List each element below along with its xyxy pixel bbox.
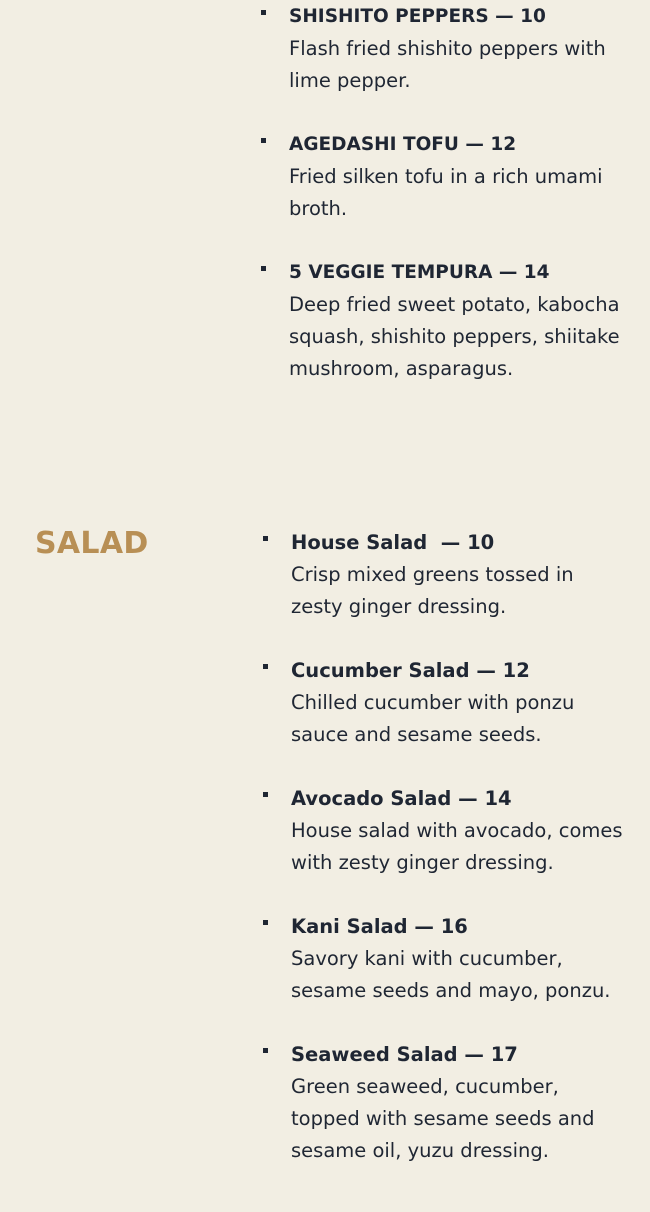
salad-list xyxy=(291,527,631,1199)
bullet-icon xyxy=(261,10,266,15)
menu-item-seaweed-salad xyxy=(291,1039,631,1167)
menu-item-shishito-peppers xyxy=(289,1,629,97)
menu-item-description: Chilled cucumber with ponzu sauce and sesame seeds. xyxy=(291,691,575,746)
menu-item-description: House salad with avocado, comes with zesty ginger dressing. xyxy=(291,819,623,874)
menu-item-description: Savory kani with cucumber, sesame seeds and mayo, ponzu. xyxy=(291,947,611,1002)
menu-item-house-salad xyxy=(291,527,631,623)
section-heading-salad: SALAD xyxy=(35,526,149,561)
bullet-icon xyxy=(261,266,266,271)
menu-item-cucumber-salad xyxy=(291,655,631,751)
menu-item-title: Cucumber Salad — 12 xyxy=(291,659,530,682)
appetizers-list xyxy=(289,1,629,417)
bullet-icon xyxy=(263,792,268,797)
bullet-icon xyxy=(263,664,268,669)
bullet-icon xyxy=(263,920,268,925)
bullet-icon xyxy=(263,536,268,541)
menu-item-title: House Salad — 10 xyxy=(291,531,495,554)
menu-item-description: Green seaweed, cucumber, topped with sesame seeds and sesame oil, yuzu dressing. xyxy=(291,1075,595,1162)
menu-item-kani-salad xyxy=(291,911,631,1007)
menu-item-title: Avocado Salad — 14 xyxy=(291,787,512,810)
menu-item-title: Kani Salad — 16 xyxy=(291,915,468,938)
menu-item-description: Crisp mixed greens tossed in zesty ginger dressing. xyxy=(291,563,574,618)
menu-item-title: SHISHITO PEPPERS — 10 xyxy=(289,6,546,27)
menu-item-title: AGEDASHI TOFU — 12 xyxy=(289,134,517,155)
menu-item-description: Fried silken tofu in a rich umami broth. xyxy=(289,165,603,220)
menu-item-agedashi-tofu xyxy=(289,129,629,225)
menu-item-veggie-tempura xyxy=(289,257,629,385)
bullet-icon xyxy=(261,138,266,143)
menu-item-description: Flash fried shishito peppers with lime pepper. xyxy=(289,37,606,92)
menu-item-title: 5 VEGGIE TEMPURA — 14 xyxy=(289,262,550,283)
menu-item-description: Deep fried sweet potato, kabocha squash, shishito peppers, shiitake mushroom, asparagus. xyxy=(289,293,620,380)
menu-item-title: Seaweed Salad — 17 xyxy=(291,1043,518,1066)
menu-item-avocado-salad xyxy=(291,783,631,879)
bullet-icon xyxy=(263,1048,268,1053)
